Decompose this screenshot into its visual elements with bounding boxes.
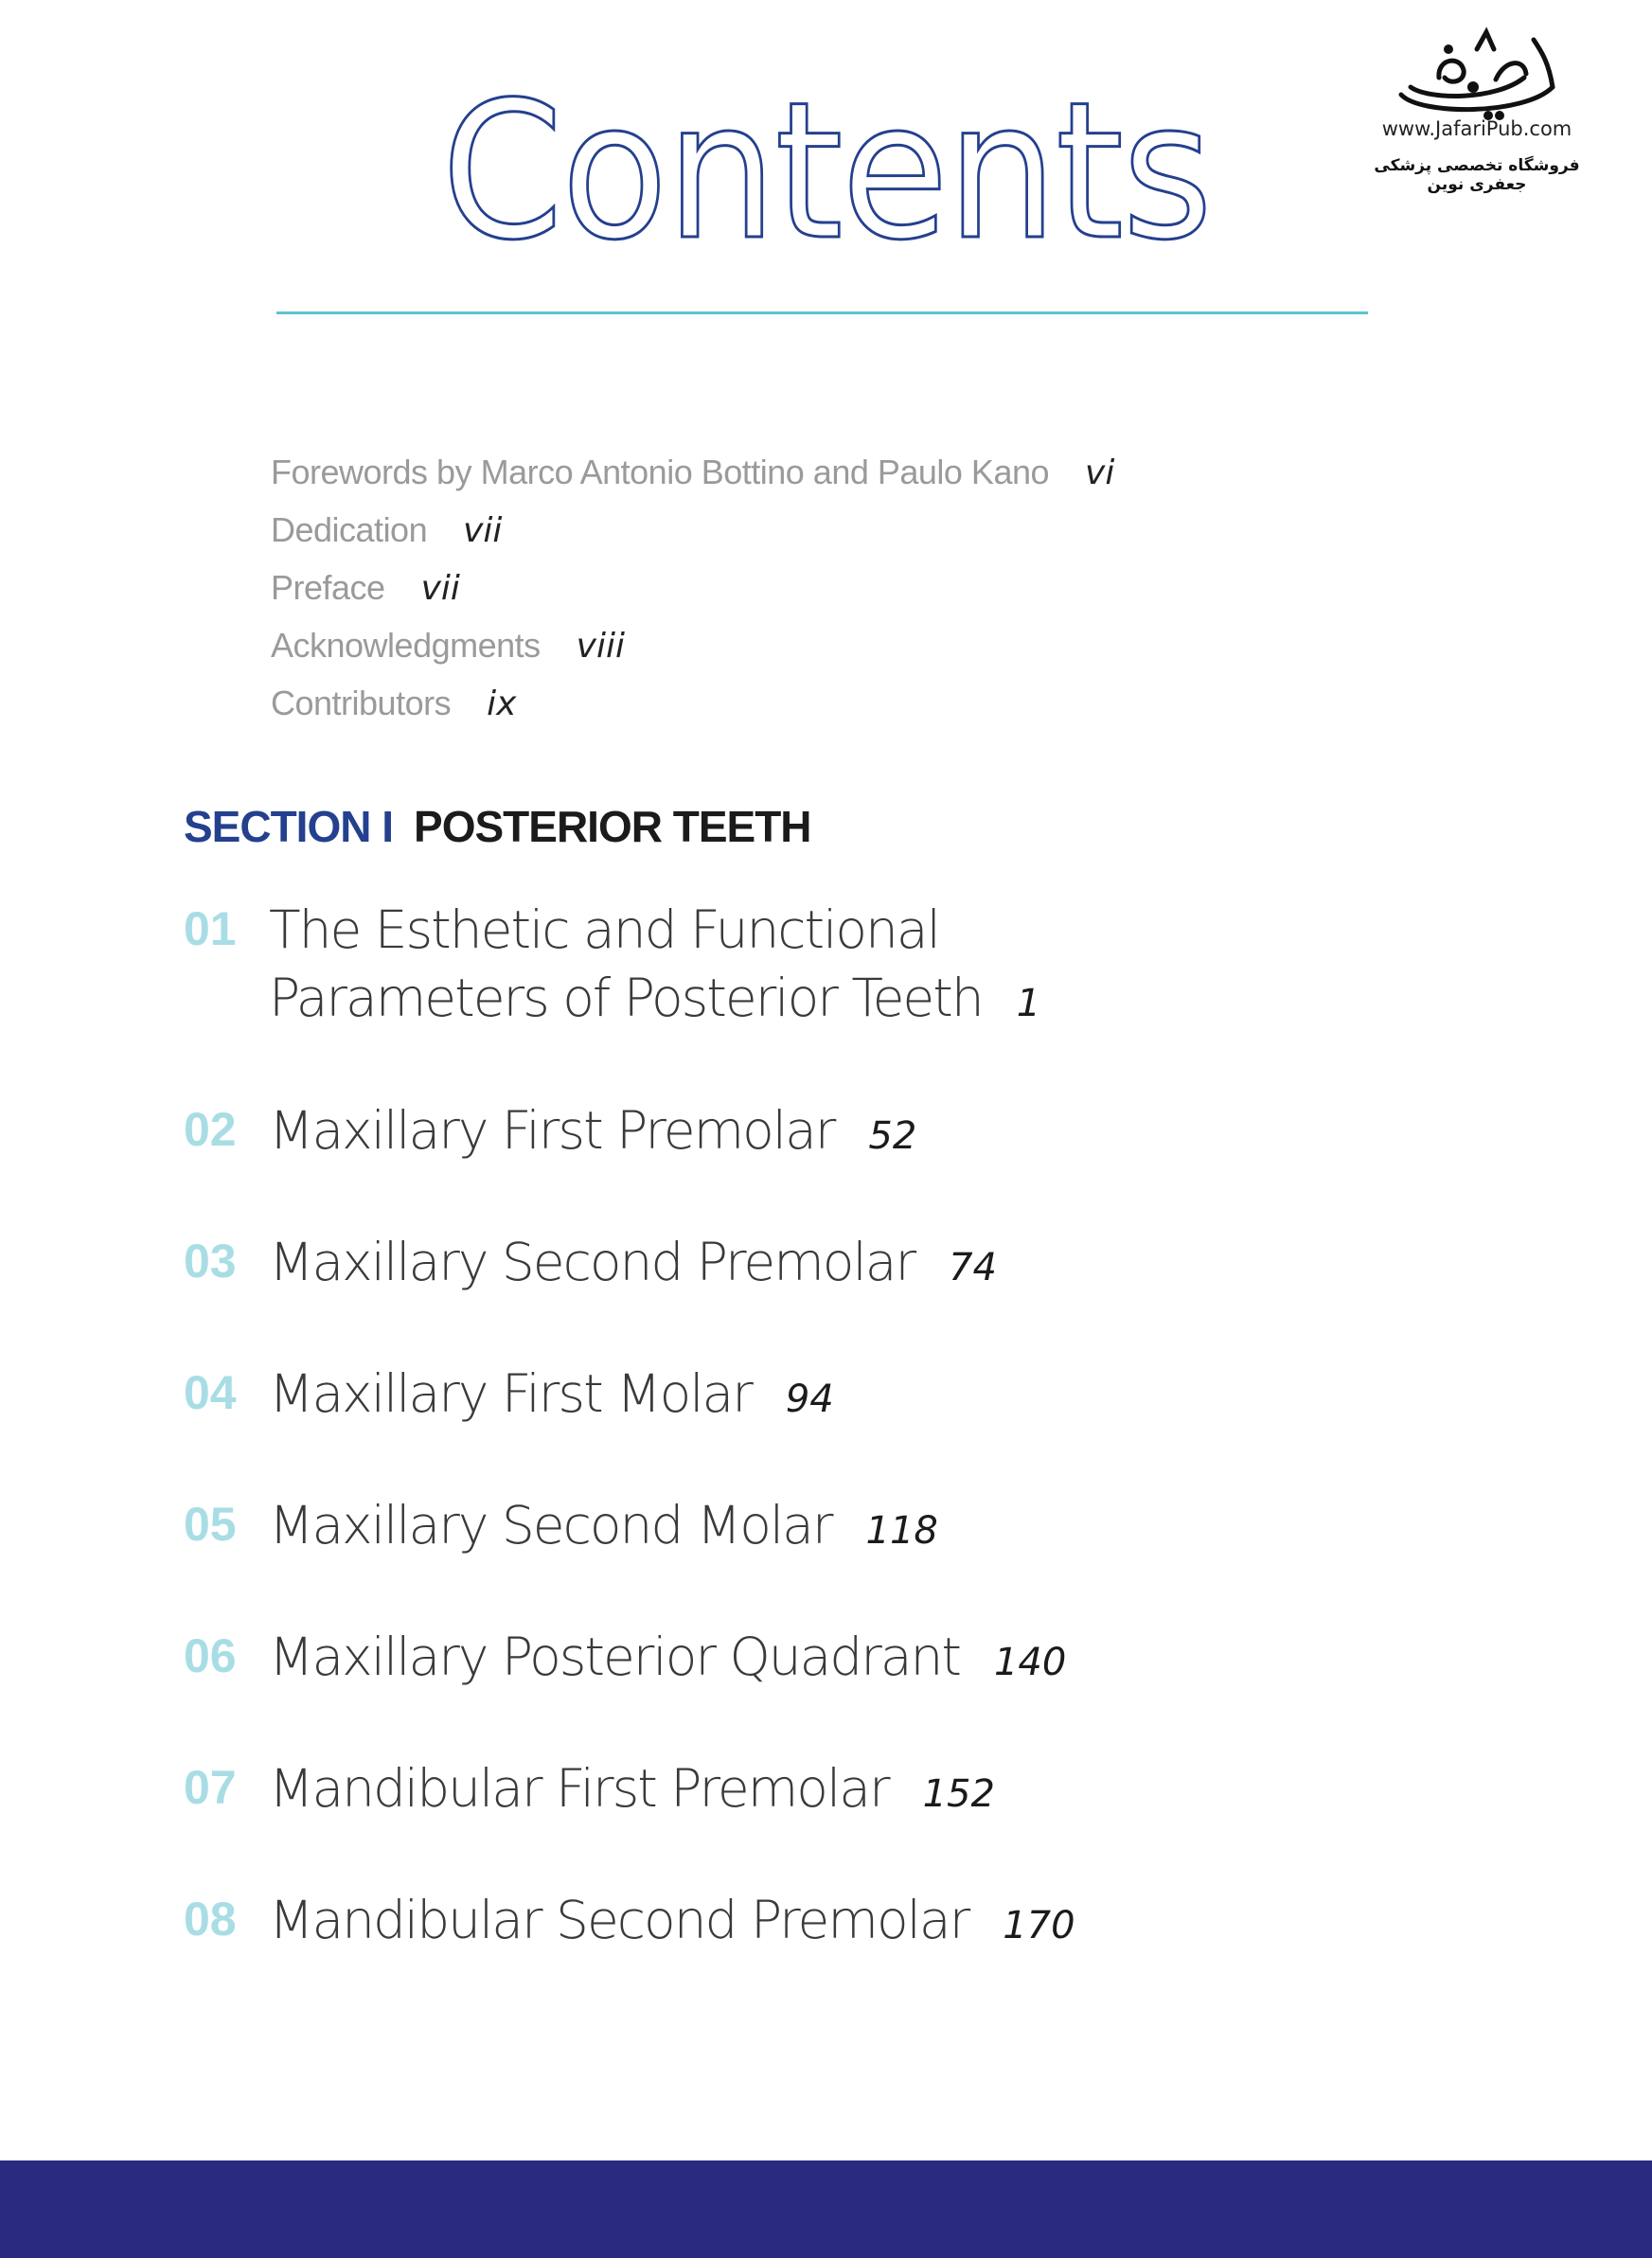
chapter-body xyxy=(269,1096,1310,1170)
front-matter-item[interactable] xyxy=(271,501,1114,559)
chapter-page: 118 xyxy=(865,1509,938,1553)
front-matter-list xyxy=(271,443,1114,732)
chapter-number: 04 xyxy=(184,1366,237,1419)
chapter-body xyxy=(269,1360,1310,1433)
chapter-page: 52 xyxy=(868,1114,917,1158)
chapter-page: 74 xyxy=(949,1246,997,1289)
chapter-number: 03 xyxy=(184,1235,237,1288)
footer-band xyxy=(0,2160,1652,2258)
front-matter-label: Preface xyxy=(271,568,385,607)
chapter-page: 170 xyxy=(1003,1904,1075,1947)
chapter-title: Maxillary Second Molar xyxy=(269,1495,832,1556)
chapter-page: 94 xyxy=(785,1378,834,1421)
front-matter-label: Acknowledgments xyxy=(271,626,541,665)
front-matter-label: Dedication xyxy=(271,510,428,549)
front-matter-page: vii xyxy=(463,511,503,550)
chapter-number: 01 xyxy=(184,902,237,955)
section-name: POSTERIOR TEETH xyxy=(414,802,811,851)
chapter-title: Mandibular Second Premolar xyxy=(269,1890,969,1950)
chapter-number: 05 xyxy=(184,1498,237,1551)
chapter-page: 152 xyxy=(922,1772,995,1816)
page-title-text: Contents xyxy=(441,62,1211,282)
chapter-body xyxy=(269,1886,1310,1960)
chapter-body xyxy=(269,1754,1310,1828)
section-heading xyxy=(184,798,811,855)
chapter-number: 08 xyxy=(184,1893,237,1946)
front-matter-page: vii xyxy=(420,569,460,608)
chapter-title: Mandibular First Premolar xyxy=(269,1758,889,1819)
front-matter-label: Contributors xyxy=(271,684,452,722)
chapter-title: Maxillary Posterior Quadrant xyxy=(269,1627,960,1687)
front-matter-label: Forewords by Marco Antonio Bottino and Paulo Kano xyxy=(271,453,1050,491)
page-title xyxy=(0,62,1652,282)
chapter-number: 07 xyxy=(184,1761,237,1814)
front-matter-page: ix xyxy=(487,685,517,723)
front-matter-item[interactable] xyxy=(271,559,1114,616)
chapter-body xyxy=(269,1228,1310,1302)
chapter-title: The Esthetic and Functional Parameters of Posterior Teeth xyxy=(269,899,983,1028)
logo-url: www.JafariPub.com xyxy=(1381,117,1572,140)
chapter-title: Maxillary First Premolar xyxy=(269,1100,835,1161)
chapter-number: 06 xyxy=(184,1629,237,1682)
front-matter-item[interactable] xyxy=(271,674,1114,732)
chapter-body xyxy=(269,896,1216,1038)
chapter-number: 02 xyxy=(184,1103,237,1156)
front-matter-page: vi xyxy=(1085,453,1115,492)
chapter-title: Maxillary Second Premolar xyxy=(269,1232,915,1292)
front-matter-item[interactable] xyxy=(271,616,1114,674)
chapter-page: 1 xyxy=(1016,982,1041,1025)
logo-subtitle: فروشگاه تخصصی پزشکی جعفری نوین xyxy=(1374,156,1580,194)
section-label: SECTION I xyxy=(184,802,394,851)
chapter-body xyxy=(269,1491,1310,1565)
chapter-title: Maxillary First Molar xyxy=(269,1363,752,1424)
chapter-page: 140 xyxy=(993,1641,1067,1684)
title-divider xyxy=(276,311,1368,314)
chapter-body xyxy=(269,1623,1310,1697)
front-matter-item[interactable] xyxy=(271,443,1114,501)
front-matter-page: viii xyxy=(576,627,625,666)
